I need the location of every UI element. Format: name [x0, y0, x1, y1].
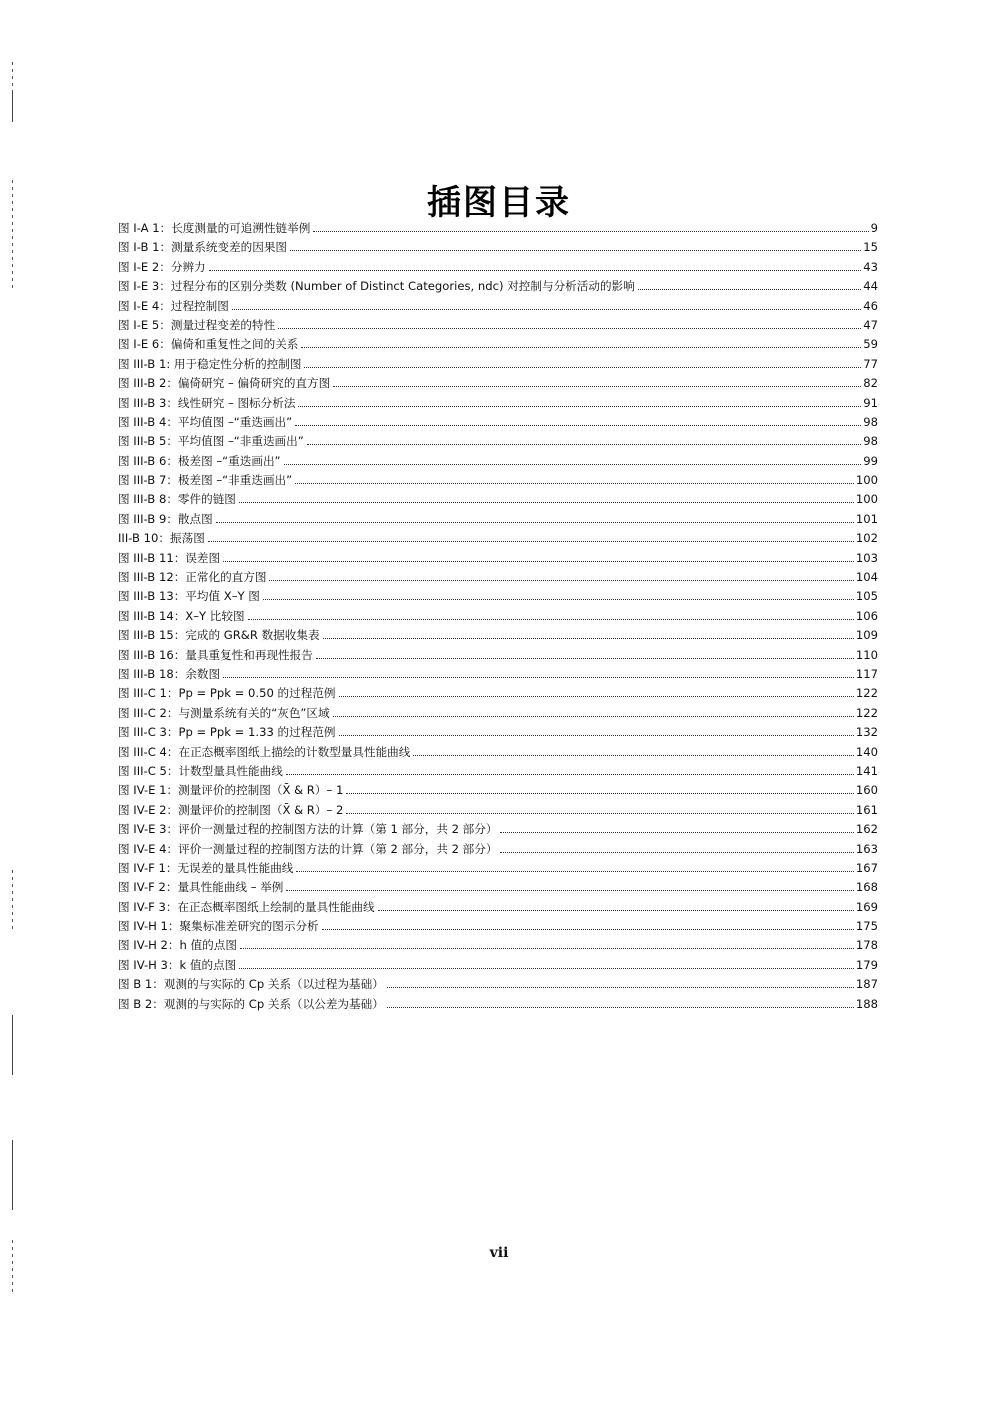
toc-entry-label: 图 IV-F 1：无误差的量具性能曲线	[118, 860, 294, 875]
toc-entry-label: 图 I-E 3：过程分布的区别分类数 (Number of Distinct Categories, ndc) 对控制与分析活动的影响	[118, 279, 635, 294]
toc-entry-label: 图 IV-F 3：在正态概率图纸上绘制的量具性能曲线	[118, 899, 375, 914]
toc-entry[interactable]	[118, 238, 878, 257]
toc-entry[interactable]	[118, 607, 878, 626]
toc-entry-page: 141	[855, 763, 878, 778]
toc-entry-label: 图 III-B 1: 用于稳定性分析的控制图	[118, 356, 302, 371]
dot-leader	[301, 347, 861, 348]
scan-edge-mark	[12, 1015, 13, 1075]
dot-leader	[387, 1007, 854, 1008]
dot-leader	[316, 658, 854, 659]
dot-leader	[248, 619, 854, 620]
dot-leader	[240, 948, 854, 949]
toc-entry-page: 47	[863, 317, 878, 332]
dot-leader	[223, 561, 854, 562]
toc-entry-page: 43	[863, 259, 878, 274]
toc-entry-label: 图 B 1：观测的与实际的 Cp 关系（以过程为基础）	[118, 977, 384, 992]
toc-entry[interactable]	[118, 781, 878, 800]
toc-entry-page: 59	[863, 337, 878, 352]
toc-entry-label: 图 III-B 16：量具重复性和再现性报告	[118, 647, 313, 662]
toc-entry[interactable]	[118, 646, 878, 665]
page-title: 插图目录	[427, 182, 571, 223]
toc-entry-label: 图 III-B 9：散点图	[118, 511, 213, 526]
dot-leader	[333, 386, 861, 387]
toc-entry[interactable]	[118, 859, 878, 878]
dot-leader	[216, 522, 854, 523]
toc-entry[interactable]	[118, 704, 878, 723]
toc-entry-label: 图 IV-H 1：聚集标准差研究的图示分析	[118, 919, 319, 934]
toc-entry[interactable]	[118, 840, 878, 859]
toc-entry-label: 图 I-A 1：长度测量的可追溯性链举例	[118, 221, 311, 235]
toc-entry-page: 105	[855, 589, 878, 604]
dot-leader	[290, 250, 861, 251]
toc-entry[interactable]	[118, 432, 878, 451]
toc-entry-page: 178	[855, 938, 878, 953]
toc-entry-page: 103	[855, 550, 878, 565]
dot-leader	[296, 871, 853, 872]
toc-entry-label: 图 III-C 4：在正态概率图纸上描绘的计数型量具性能曲线	[118, 744, 411, 759]
toc-entry-label: 图 IV-E 4：评价一测量过程的控制图方法的计算（第 2 部分，共 2 部分）	[118, 841, 498, 856]
toc-entry[interactable]	[118, 956, 878, 975]
dot-leader	[333, 716, 854, 717]
toc-entry-label: 图 III-B 6：极差图 –“重迭画出”	[118, 453, 281, 468]
toc-entry-label: 图 III-B 11：误差图	[118, 550, 221, 565]
scan-edge-mark	[12, 92, 13, 122]
toc-entry-page: 98	[863, 434, 878, 449]
toc-entry[interactable]	[118, 665, 878, 684]
dot-leader	[339, 696, 854, 697]
toc-entry-label: 图 III-B 12：正常化的直方图	[118, 570, 267, 585]
toc-entry[interactable]	[118, 820, 878, 839]
toc-entry-label: 图 I-E 5：测量过程变差的特性	[118, 317, 276, 332]
toc-entry-page: 101	[855, 511, 878, 526]
toc-entry[interactable]	[118, 258, 878, 277]
toc-entry[interactable]	[118, 762, 878, 781]
dot-leader	[304, 367, 861, 368]
dot-leader	[313, 231, 868, 232]
toc-entry-page: 179	[855, 957, 878, 972]
toc-entry[interactable]	[118, 529, 878, 548]
toc-entry-label: 图 III-B 7：极差图 –“非重迭画出”	[118, 473, 293, 488]
toc-entry[interactable]	[118, 297, 878, 316]
dot-leader	[378, 910, 854, 911]
dot-leader	[286, 774, 854, 775]
toc-entry-label: 图 I-E 6：偏倚和重复性之间的关系	[118, 337, 299, 352]
dot-leader	[638, 289, 862, 290]
dot-leader	[223, 677, 854, 678]
toc-entry-page: 168	[855, 880, 878, 895]
toc-entry[interactable]	[118, 917, 878, 936]
dot-leader	[239, 502, 854, 503]
toc-entry[interactable]	[118, 743, 878, 762]
toc-entry-page: 162	[855, 822, 878, 837]
toc-entry[interactable]	[118, 452, 878, 471]
toc-entry[interactable]	[118, 626, 878, 645]
toc-entry[interactable]	[118, 878, 878, 897]
toc-entry-page: 117	[855, 666, 878, 681]
scan-edge-mark	[12, 1140, 13, 1210]
toc-entry[interactable]	[118, 587, 878, 606]
toc-entry[interactable]	[118, 471, 878, 490]
toc-entry-label: 图 IV-E 2：测量评价的控制图（X̄ & R）– 2	[118, 802, 344, 817]
toc-entry[interactable]	[118, 995, 878, 1014]
toc-entry-label: 图 I-E 4：过程控制图	[118, 298, 229, 313]
dot-leader	[323, 638, 854, 639]
toc-entry-label: 图 I-E 2：分辨力	[118, 259, 206, 274]
toc-entry-label: 图 III-B 18：余数图	[118, 666, 221, 681]
toc-entry[interactable]	[118, 394, 878, 413]
toc-entry-label: 图 III-B 5：平均值图 –“非重迭画出”	[118, 434, 304, 449]
toc-entry-label: 图 III-B 15：完成的 GR&R 数据收集表	[118, 628, 320, 643]
toc-entry-page: 82	[863, 376, 878, 391]
toc-entry-page: 122	[855, 705, 878, 720]
toc-entry-page: 102	[855, 531, 878, 546]
dot-leader	[208, 541, 854, 542]
toc-entry[interactable]	[118, 316, 878, 335]
dot-leader	[209, 270, 862, 271]
toc-entry[interactable]	[118, 723, 878, 742]
toc-entry-label: 图 IV-E 3：评价一测量过程的控制图方法的计算（第 1 部分，共 2 部分）	[118, 822, 498, 837]
toc-entry-label: 图 B 2：观测的与实际的 Cp 关系（以公差为基础）	[118, 996, 384, 1011]
toc-entry-label: 图 IV-H 2：h 值的点图	[118, 938, 237, 953]
dot-leader	[307, 444, 861, 445]
dot-leader	[286, 890, 853, 891]
toc-entry-page: 15	[863, 240, 878, 255]
toc-entry-page: 44	[863, 279, 878, 294]
dot-leader	[232, 309, 861, 310]
toc-entry-page: 140	[855, 744, 878, 759]
toc-entry-page: 100	[855, 473, 878, 488]
toc-entry-page: 132	[855, 725, 878, 740]
toc-entry-page: 9	[870, 221, 878, 235]
toc-entry-label: 图 III-B 13：平均值 X–Y 图	[118, 589, 260, 604]
toc-entry-page: 167	[855, 860, 878, 875]
toc-entry-page: 106	[855, 608, 878, 623]
toc-entry-label: 图 III-B 14：X–Y 比较图	[118, 608, 245, 623]
toc-entry-page: 187	[855, 977, 878, 992]
toc-entry[interactable]	[118, 684, 878, 703]
toc-entry-label: 图 III-B 2：偏倚研究 – 偏倚研究的直方图	[118, 376, 331, 391]
toc-entry-label: 图 IV-H 3：k 值的点图	[118, 957, 237, 972]
dot-leader	[413, 755, 854, 756]
figure-list	[118, 219, 878, 1014]
toc-entry[interactable]	[118, 219, 878, 238]
page-number: vii	[489, 1245, 509, 1261]
toc-entry-label: 图 III-C 2：与测量系统有关的“灰色”区域	[118, 705, 330, 720]
toc-entry-page: 110	[855, 647, 878, 662]
toc-entry[interactable]	[118, 510, 878, 529]
toc-entry-page: 104	[855, 570, 878, 585]
toc-entry[interactable]	[118, 413, 878, 432]
toc-entry-page: 91	[863, 395, 878, 410]
dot-leader	[278, 328, 861, 329]
dot-leader	[500, 852, 853, 853]
dot-leader	[298, 406, 861, 407]
toc-entry-page: 161	[855, 802, 878, 817]
toc-entry[interactable]	[118, 490, 878, 509]
dot-leader	[387, 987, 854, 988]
toc-entry-page: 46	[863, 298, 878, 313]
dot-leader	[346, 793, 854, 794]
toc-entry[interactable]	[118, 335, 878, 354]
toc-entry-page: 122	[855, 686, 878, 701]
dot-leader	[239, 968, 854, 969]
toc-entry-page: 77	[863, 356, 878, 371]
toc-entry-page: 99	[863, 453, 878, 468]
toc-entry-page: 98	[863, 414, 878, 429]
toc-entry-page: 163	[855, 841, 878, 856]
dot-leader	[339, 735, 854, 736]
dot-leader	[284, 464, 862, 465]
toc-entry[interactable]	[118, 277, 878, 296]
dot-leader	[295, 425, 861, 426]
toc-entry-label: 图 IV-F 2：量具性能曲线 – 举例	[118, 880, 284, 895]
toc-entry[interactable]	[118, 549, 878, 568]
toc-entry[interactable]	[118, 355, 878, 374]
toc-entry-label: 图 III-B 4：平均值图 –“重迭画出”	[118, 414, 293, 429]
toc-entry-label: 图 III-C 5：计数型量具性能曲线	[118, 763, 283, 778]
toc-entry-label: 图 IV-E 1：测量评价的控制图（X̄ & R）– 1	[118, 783, 344, 798]
toc-entry-label: 图 III-B 3：线性研究 – 图标分析法	[118, 395, 296, 410]
toc-entry-page: 160	[855, 783, 878, 798]
toc-entry-page: 109	[855, 628, 878, 643]
toc-entry-page: 188	[855, 996, 878, 1011]
toc-entry-page: 100	[855, 492, 878, 507]
toc-entry[interactable]	[118, 374, 878, 393]
toc-entry-page: 169	[855, 899, 878, 914]
toc-entry-label: 图 III-C 3：Pp = Ppk = 1.33 的过程范例	[118, 725, 336, 740]
toc-entry[interactable]	[118, 936, 878, 955]
toc-entry-label: 图 III-B 8：零件的链图	[118, 492, 236, 507]
toc-entry[interactable]	[118, 975, 878, 994]
scan-edge-mark	[12, 870, 13, 930]
toc-entry-label: III-B 10：振荡图	[118, 531, 205, 546]
toc-entry-label: 图 I-B 1：测量系统变差的因果图	[118, 240, 288, 255]
dot-leader	[295, 483, 854, 484]
dot-leader	[322, 929, 854, 930]
toc-entry-page: 175	[855, 919, 878, 934]
toc-entry-label: 图 III-C 1：Pp = Ppk = 0.50 的过程范例	[118, 686, 336, 701]
toc-entry[interactable]	[118, 898, 878, 917]
toc-entry[interactable]	[118, 568, 878, 587]
dot-leader	[346, 813, 854, 814]
toc-entry[interactable]	[118, 801, 878, 820]
dot-leader	[263, 599, 854, 600]
dot-leader	[269, 580, 853, 581]
dot-leader	[500, 832, 853, 833]
